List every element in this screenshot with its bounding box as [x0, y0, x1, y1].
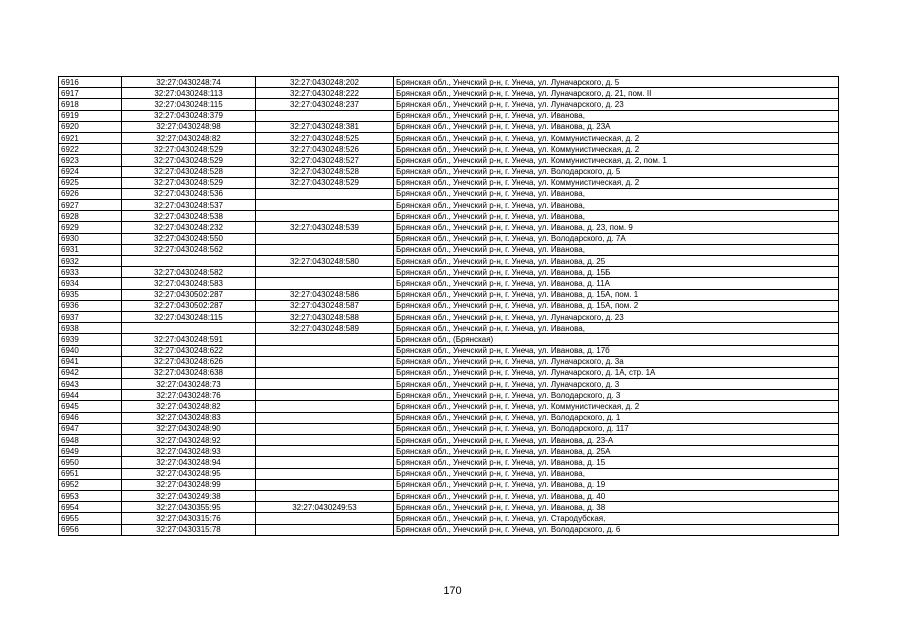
row-number-cell: 6948 [59, 435, 122, 446]
linked-cadastral-number-cell: 32:27:0430248:586 [256, 289, 394, 300]
row-number-cell: 6921 [59, 132, 122, 143]
address-cell: Брянская обл., Унечский р-н, г. Унеча, ул. Луначарского, д. 5 [394, 77, 839, 88]
cadastral-number-cell: 32:27:0430248:115 [122, 311, 256, 322]
row-number-cell: 6949 [59, 446, 122, 457]
address-cell: Брянская обл., Унечский р-н, г. Унеча, ул. Иванова, д. 15 [394, 457, 839, 468]
linked-cadastral-number-cell [256, 468, 394, 479]
linked-cadastral-number-cell [256, 345, 394, 356]
row-number-cell: 6927 [59, 200, 122, 211]
row-number-cell: 6938 [59, 323, 122, 334]
table-row [59, 278, 839, 289]
address-cell: Брянская обл., Унечский р-н, г. Унеча, ул. Иванова, д. 23, пом. 9 [394, 222, 839, 233]
address-cell: Брянская обл., Унечский р-н, г. Унеча, ул. Коммунистическая, д. 2 [394, 132, 839, 143]
row-number-cell: 6947 [59, 423, 122, 434]
table-row [59, 379, 839, 390]
table-row [59, 423, 839, 434]
address-cell: Брянская обл., Унечский р-н, г. Унеча, ул. Иванова, д. 15Б [394, 267, 839, 278]
row-number-cell: 6956 [59, 524, 122, 535]
table-row [59, 188, 839, 199]
linked-cadastral-number-cell [256, 367, 394, 378]
table-row [59, 88, 839, 99]
linked-cadastral-number-cell [256, 401, 394, 412]
cadastral-number-cell: 32:27:0430248:538 [122, 211, 256, 222]
row-number-cell: 6941 [59, 356, 122, 367]
linked-cadastral-number-cell [256, 524, 394, 535]
cadastral-number-cell: 32:27:0430248:73 [122, 379, 256, 390]
row-number-cell: 6930 [59, 233, 122, 244]
address-cell: Брянская обл., Унечский р-н, г. Унеча, ул. Коммунистическая, д. 2 [394, 144, 839, 155]
row-number-cell: 6951 [59, 468, 122, 479]
linked-cadastral-number-cell [256, 490, 394, 501]
cadastral-number-cell: 32:27:0430248:95 [122, 468, 256, 479]
address-cell: Брянская обл., Унечский р-н, г. Унеча, ул. Иванова, [394, 211, 839, 222]
cadastral-number-cell: 32:27:0430315:78 [122, 524, 256, 535]
cadastral-number-cell: 32:27:0430248:638 [122, 367, 256, 378]
linked-cadastral-number-cell [256, 423, 394, 434]
linked-cadastral-number-cell [256, 244, 394, 255]
linked-cadastral-number-cell [256, 200, 394, 211]
address-cell: Брянская обл., Унечский р-н, г. Унеча, ул. Коммунистическая, д. 2 [394, 177, 839, 188]
row-number-cell: 6935 [59, 289, 122, 300]
row-number-cell: 6920 [59, 121, 122, 132]
cadastral-number-cell: 32:27:0430502:287 [122, 289, 256, 300]
table-row [59, 502, 839, 513]
table-row [59, 524, 839, 535]
address-cell: Брянская обл., Унечский р-н, г. Унеча, ул. Иванова, [394, 244, 839, 255]
cadastral-number-cell: 32:27:0430248:76 [122, 390, 256, 401]
cadastral-number-cell: 32:27:0430248:98 [122, 121, 256, 132]
cadastral-number-cell: 32:27:0430248:94 [122, 457, 256, 468]
linked-cadastral-number-cell [256, 188, 394, 199]
cadastral-number-cell: 32:27:0430248:93 [122, 446, 256, 457]
cadastral-number-cell: 32:27:0430248:536 [122, 188, 256, 199]
table-row [59, 99, 839, 110]
row-number-cell: 6918 [59, 99, 122, 110]
cadastral-number-cell: 32:27:0430248:113 [122, 88, 256, 99]
linked-cadastral-number-cell: 32:27:0430248:528 [256, 166, 394, 177]
address-cell: Брянская обл., Унечский р-н, г. Унеча, ул. Иванова, д. 23А [394, 121, 839, 132]
linked-cadastral-number-cell [256, 379, 394, 390]
table-row [59, 166, 839, 177]
address-cell: Брянская обл., Унечский р-н, г. Унеча, ул. Володарского, д. 6 [394, 524, 839, 535]
linked-cadastral-number-cell: 32:27:0430248:381 [256, 121, 394, 132]
property-registry-table [58, 76, 839, 536]
cadastral-number-cell: 32:27:0430248:537 [122, 200, 256, 211]
address-cell: Брянская обл., Унечский р-н, г. Унеча, ул. Иванова, [394, 468, 839, 479]
table-row [59, 300, 839, 311]
document-sheet [58, 76, 838, 536]
table-row [59, 267, 839, 278]
row-number-cell: 6937 [59, 311, 122, 322]
linked-cadastral-number-cell: 32:27:0430248:539 [256, 222, 394, 233]
cadastral-number-cell [122, 256, 256, 267]
linked-cadastral-number-cell: 32:27:0430248:222 [256, 88, 394, 99]
row-number-cell: 6944 [59, 390, 122, 401]
address-cell: Брянская обл., Унечский р-н, г. Унеча, ул. Иванова, д. 25 [394, 256, 839, 267]
cadastral-number-cell: 32:27:0430248:591 [122, 334, 256, 345]
table-row [59, 468, 839, 479]
cadastral-number-cell: 32:27:0430248:115 [122, 99, 256, 110]
table-row [59, 479, 839, 490]
table-row [59, 323, 839, 334]
address-cell: Брянская обл., Унечский р-н, г. Унеча, ул. Володарского, д. 1 [394, 412, 839, 423]
table-row [59, 311, 839, 322]
address-cell: Брянская обл., Унечский р-н, г. Унеча, ул. Володарского, д. 117 [394, 423, 839, 434]
row-number-cell: 6953 [59, 490, 122, 501]
table-row [59, 155, 839, 166]
row-number-cell: 6945 [59, 401, 122, 412]
linked-cadastral-number-cell [256, 513, 394, 524]
row-number-cell: 6922 [59, 144, 122, 155]
table-row [59, 200, 839, 211]
table-row [59, 356, 839, 367]
cadastral-number-cell: 32:27:0430248:562 [122, 244, 256, 255]
table-row [59, 177, 839, 188]
table-row [59, 233, 839, 244]
linked-cadastral-number-cell [256, 334, 394, 345]
row-number-cell: 6946 [59, 412, 122, 423]
table-row [59, 144, 839, 155]
address-cell: Брянская обл., Унечский р-н, г. Унеча, ул. Луначарского, д. 1А, стр. 1А [394, 367, 839, 378]
cadastral-number-cell: 32:27:0430248:99 [122, 479, 256, 490]
row-number-cell: 6917 [59, 88, 122, 99]
cadastral-number-cell: 32:27:0430248:90 [122, 423, 256, 434]
table-row [59, 412, 839, 423]
address-cell: Брянская обл., Унечский р-н, г. Унеча, ул. Иванова, д. 38 [394, 502, 839, 513]
cadastral-number-cell: 32:27:0430248:379 [122, 110, 256, 121]
cadastral-number-cell: 32:27:0430248:529 [122, 144, 256, 155]
linked-cadastral-number-cell: 32:27:0430248:527 [256, 155, 394, 166]
address-cell: Брянская обл., Унечский р-н, г. Унеча, ул. Коммунистическая, д. 2, пом. 1 [394, 155, 839, 166]
address-cell: Брянская обл., Унечский р-н, г. Унеча, ул. Иванова, д. 11А [394, 278, 839, 289]
row-number-cell: 6923 [59, 155, 122, 166]
row-number-cell: 6928 [59, 211, 122, 222]
address-cell: Брянская обл., Унечский р-н, г. Унеча, ул. Иванова, [394, 110, 839, 121]
address-cell: Брянская обл., Унечский р-н, г. Унеча, ул. Иванова, [394, 323, 839, 334]
linked-cadastral-number-cell [256, 446, 394, 457]
page-number: 170 [443, 585, 462, 597]
table-row [59, 244, 839, 255]
table-row [59, 222, 839, 233]
table-row [59, 390, 839, 401]
linked-cadastral-number-cell [256, 412, 394, 423]
linked-cadastral-number-cell: 32:27:0430248:202 [256, 77, 394, 88]
address-cell: Брянская обл., Унечский р-н, г. Унеча, ул. Володарского, д. 7А [394, 233, 839, 244]
address-cell: Брянская обл., Унечский р-н, г. Унеча, ул. Володарского, д. 5 [394, 166, 839, 177]
table-row [59, 457, 839, 468]
cadastral-number-cell: 32:27:0430248:529 [122, 177, 256, 188]
table-row [59, 211, 839, 222]
address-cell: Брянская обл., Унечский р-н, г. Унеча, ул. Иванова, [394, 188, 839, 199]
cadastral-number-cell: 32:27:0430355:95 [122, 502, 256, 513]
cadastral-number-cell: 32:27:0430248:626 [122, 356, 256, 367]
cadastral-number-cell: 32:27:0430248:82 [122, 401, 256, 412]
cadastral-number-cell: 32:27:0430248:550 [122, 233, 256, 244]
row-number-cell: 6952 [59, 479, 122, 490]
cadastral-number-cell: 32:27:0430248:529 [122, 155, 256, 166]
address-cell: Брянская обл., Унечский р-н, г. Унеча, ул. Луначарского, д. 23 [394, 99, 839, 110]
row-number-cell: 6925 [59, 177, 122, 188]
row-number-cell: 6919 [59, 110, 122, 121]
address-cell: Брянская обл., Унечский р-н, г. Унеча, ул. Иванова, д. 17б [394, 345, 839, 356]
linked-cadastral-number-cell: 32:27:0430248:237 [256, 99, 394, 110]
table-row [59, 345, 839, 356]
linked-cadastral-number-cell: 32:27:0430248:588 [256, 311, 394, 322]
table-row [59, 77, 839, 88]
linked-cadastral-number-cell [256, 267, 394, 278]
table-row [59, 401, 839, 412]
table-row [59, 435, 839, 446]
linked-cadastral-number-cell [256, 356, 394, 367]
cadastral-number-cell [122, 323, 256, 334]
table-row [59, 256, 839, 267]
row-number-cell: 6942 [59, 367, 122, 378]
linked-cadastral-number-cell [256, 211, 394, 222]
linked-cadastral-number-cell: 32:27:0430248:525 [256, 132, 394, 143]
address-cell: Брянская обл., Унечский р-н, г. Унеча, ул. Иванова, д. 23-А [394, 435, 839, 446]
row-number-cell: 6934 [59, 278, 122, 289]
row-number-cell: 6926 [59, 188, 122, 199]
linked-cadastral-number-cell [256, 110, 394, 121]
row-number-cell: 6931 [59, 244, 122, 255]
row-number-cell: 6932 [59, 256, 122, 267]
address-cell: Брянская обл., (Брянская) [394, 334, 839, 345]
table-row [59, 289, 839, 300]
address-cell: Брянская обл., Унечский р-н, г. Унеча, ул. Луначарского, д. 21, пом. II [394, 88, 839, 99]
row-number-cell: 6954 [59, 502, 122, 513]
cadastral-number-cell: 32:27:0430248:622 [122, 345, 256, 356]
address-cell: Брянская обл., Унечский р-н, г. Унеча, ул. Луначарского, д. 3а [394, 356, 839, 367]
linked-cadastral-number-cell [256, 435, 394, 446]
address-cell: Брянская обл., Унечский р-н, г. Унеча, ул. Иванова, д. 25А [394, 446, 839, 457]
address-cell: Брянская обл., Унечский р-н, г. Унеча, ул. Иванова, [394, 200, 839, 211]
cadastral-number-cell: 32:27:0430248:582 [122, 267, 256, 278]
cadastral-number-cell: 32:27:0430249:38 [122, 490, 256, 501]
linked-cadastral-number-cell [256, 278, 394, 289]
linked-cadastral-number-cell [256, 390, 394, 401]
address-cell: Брянская обл., Унечский р-н, г. Унеча, ул. Иванова, д. 15А, пом. 2 [394, 300, 839, 311]
linked-cadastral-number-cell: 32:27:0430248:587 [256, 300, 394, 311]
row-number-cell: 6939 [59, 334, 122, 345]
registry-body [59, 77, 839, 536]
row-number-cell: 6940 [59, 345, 122, 356]
address-cell: Брянская обл., Унечский р-н, г. Унеча, ул. Иванова, д. 40 [394, 490, 839, 501]
address-cell: Брянская обл., Унечский р-н, г. Унеча, ул. Коммунистическая, д. 2 [394, 401, 839, 412]
row-number-cell: 6955 [59, 513, 122, 524]
address-cell: Брянская обл., Унечский р-н, г. Унеча, ул. Володарского, д. 3 [394, 390, 839, 401]
address-cell: Брянская обл., Унечский р-н, г. Унеча, ул. Стародубская, [394, 513, 839, 524]
linked-cadastral-number-cell: 32:27:0430249:53 [256, 502, 394, 513]
row-number-cell: 6924 [59, 166, 122, 177]
row-number-cell: 6943 [59, 379, 122, 390]
linked-cadastral-number-cell [256, 457, 394, 468]
table-row [59, 110, 839, 121]
cadastral-number-cell: 32:27:0430248:583 [122, 278, 256, 289]
table-row [59, 121, 839, 132]
cadastral-number-cell: 32:27:0430248:74 [122, 77, 256, 88]
address-cell: Брянская обл., Унечский р-н, г. Унеча, ул. Луначарского, д. 3 [394, 379, 839, 390]
row-number-cell: 6929 [59, 222, 122, 233]
row-number-cell: 6916 [59, 77, 122, 88]
linked-cadastral-number-cell: 32:27:0430248:529 [256, 177, 394, 188]
linked-cadastral-number-cell [256, 479, 394, 490]
table-row [59, 334, 839, 345]
address-cell: Брянская обл., Унечский р-н, г. Унеча, ул. Луначарского, д. 23 [394, 311, 839, 322]
table-row [59, 490, 839, 501]
linked-cadastral-number-cell [256, 233, 394, 244]
cadastral-number-cell: 32:27:0430248:83 [122, 412, 256, 423]
table-row [59, 446, 839, 457]
address-cell: Брянская обл., Унечский р-н, г. Унеча, ул. Иванова, д. 15А, пом. 1 [394, 289, 839, 300]
table-row [59, 132, 839, 143]
cadastral-number-cell: 32:27:0430502:287 [122, 300, 256, 311]
linked-cadastral-number-cell: 32:27:0430248:526 [256, 144, 394, 155]
linked-cadastral-number-cell: 32:27:0430248:580 [256, 256, 394, 267]
address-cell: Брянская обл., Унечский р-н, г. Унеча, ул. Иванова, д. 19 [394, 479, 839, 490]
row-number-cell: 6933 [59, 267, 122, 278]
row-number-cell: 6950 [59, 457, 122, 468]
cadastral-number-cell: 32:27:0430315:76 [122, 513, 256, 524]
cadastral-number-cell: 32:27:0430248:82 [122, 132, 256, 143]
cadastral-number-cell: 32:27:0430248:528 [122, 166, 256, 177]
table-row [59, 367, 839, 378]
cadastral-number-cell: 32:27:0430248:92 [122, 435, 256, 446]
linked-cadastral-number-cell: 32:27:0430248:589 [256, 323, 394, 334]
table-row [59, 513, 839, 524]
cadastral-number-cell: 32:27:0430248:232 [122, 222, 256, 233]
row-number-cell: 6936 [59, 300, 122, 311]
